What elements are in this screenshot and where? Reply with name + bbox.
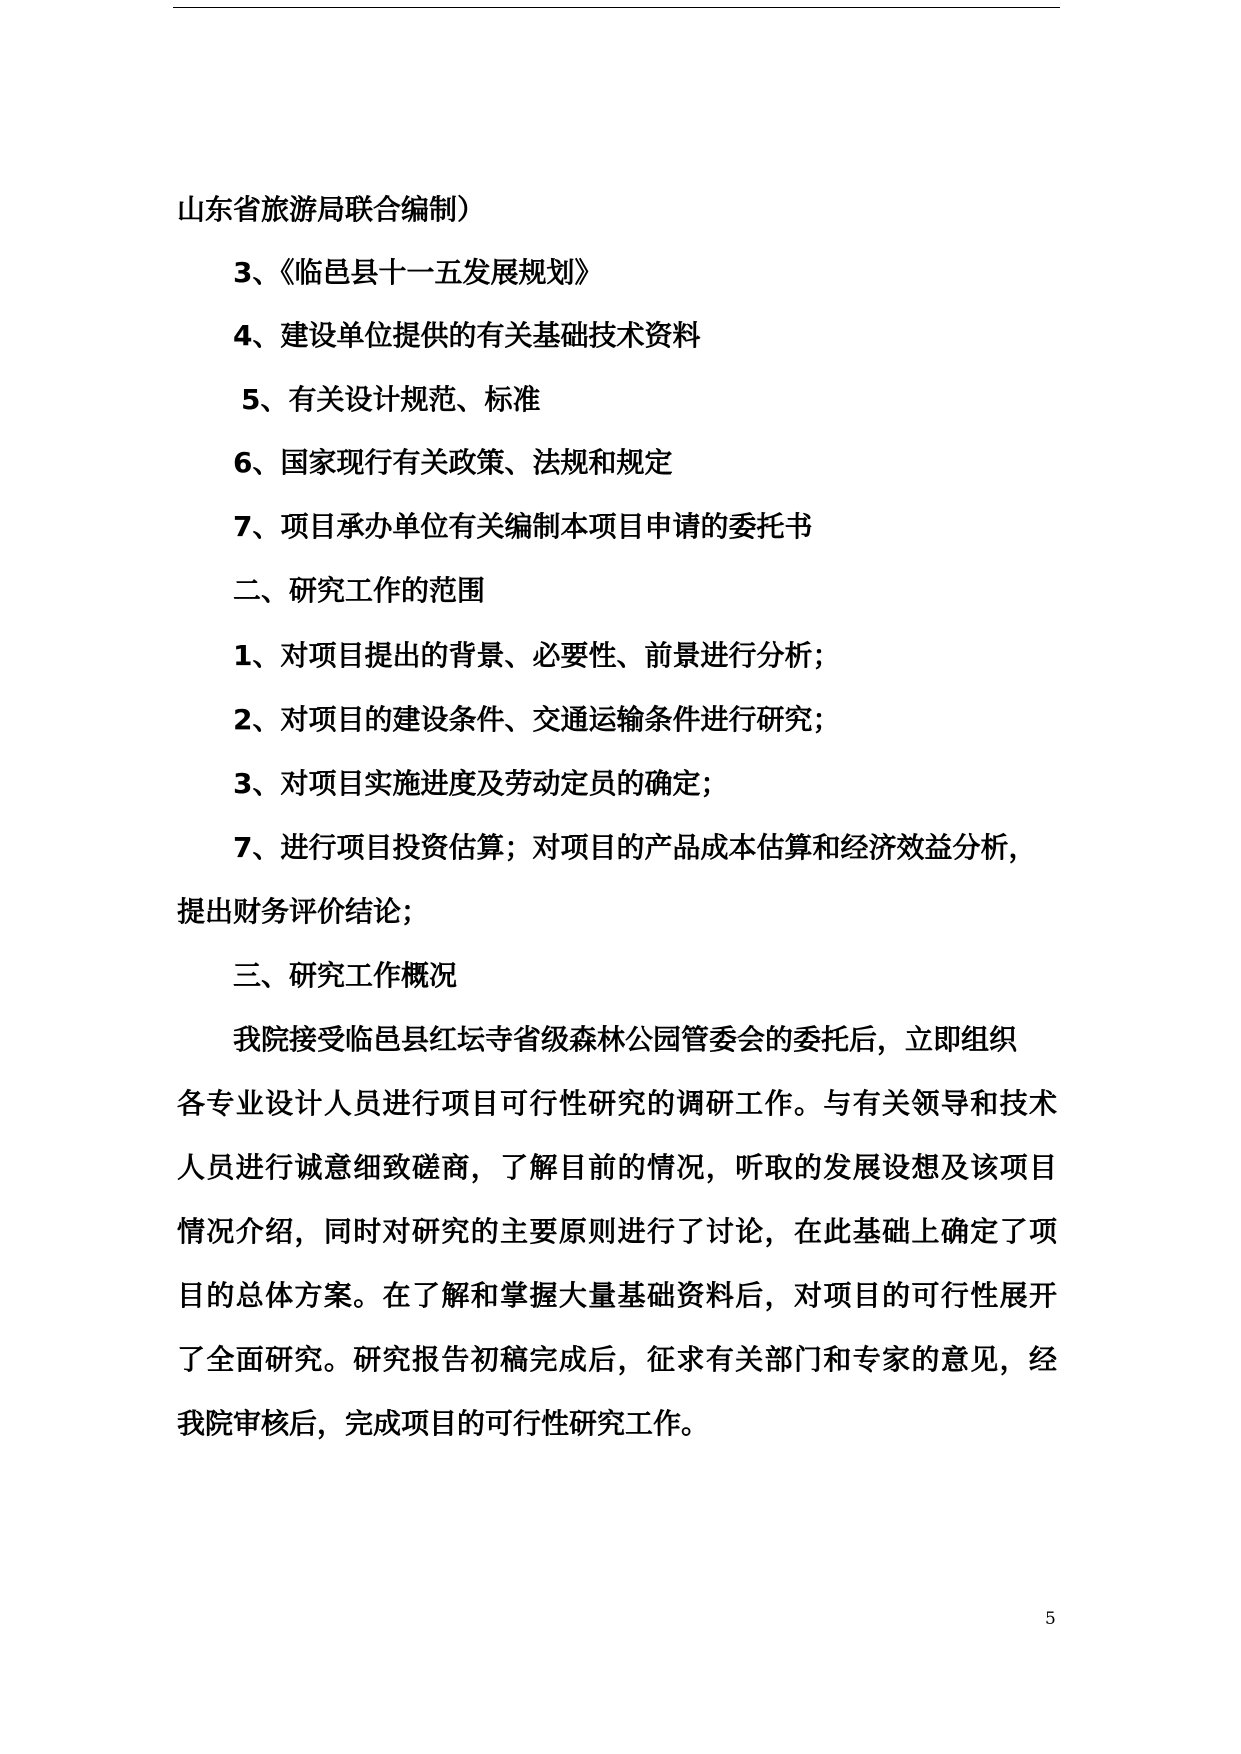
header-rule: [173, 7, 1060, 8]
paragraph-line: 目的总体方案。在了解和掌握大量基础资料后，对项目的可行性展开: [177, 1279, 1057, 1312]
paragraph-line: 了全面研究。研究报告初稿完成后，征求有关部门和专家的意见，经: [177, 1343, 1057, 1376]
reference-item-4: 4、建设单位提供的有关基础技术资料: [233, 319, 701, 352]
paragraph-line: 各专业设计人员进行项目可行性研究的调研工作。与有关领导和技术: [177, 1087, 1057, 1120]
scope-item-7-continuation: 提出财务评价结论；: [177, 895, 430, 928]
text-line: 山东省旅游局联合编制）: [177, 193, 486, 226]
reference-item-6: 6、国家现行有关政策、法规和规定: [233, 446, 673, 479]
paragraph-line: 我院接受临邑县红坛寺省级森林公园管委会的委托后，立即组织: [233, 1023, 1018, 1056]
reference-item-3: 3、《临邑县十一五发展规划》: [233, 256, 603, 289]
reference-item-5: 5、有关设计规范、标准: [241, 383, 541, 416]
scope-item-1: 1、对项目提出的背景、必要性、前景进行分析；: [233, 639, 841, 672]
paragraph-line: 人员进行诚意细致磋商，了解目前的情况，听取的发展设想及该项目: [177, 1151, 1057, 1184]
reference-item-7: 7、项目承办单位有关编制本项目申请的委托书: [233, 510, 813, 543]
section-heading-scope: 二、研究工作的范围: [233, 574, 486, 607]
scope-item-3: 3、对项目实施进度及劳动定员的确定；: [233, 767, 729, 800]
paragraph-line: 我院审核后，完成项目的可行性研究工作。: [177, 1407, 710, 1440]
scope-item-2: 2、对项目的建设条件、交通运输条件进行研究；: [233, 703, 841, 736]
scope-item-7: 7、进行项目投资估算；对项目的产品成本估算和经济效益分析，: [233, 831, 1037, 864]
paragraph-line: 情况介绍，同时对研究的主要原则进行了讨论，在此基础上确定了项: [177, 1215, 1057, 1248]
section-heading-overview: 三、研究工作概况: [233, 959, 458, 992]
page-number: 5: [1045, 1609, 1056, 1629]
